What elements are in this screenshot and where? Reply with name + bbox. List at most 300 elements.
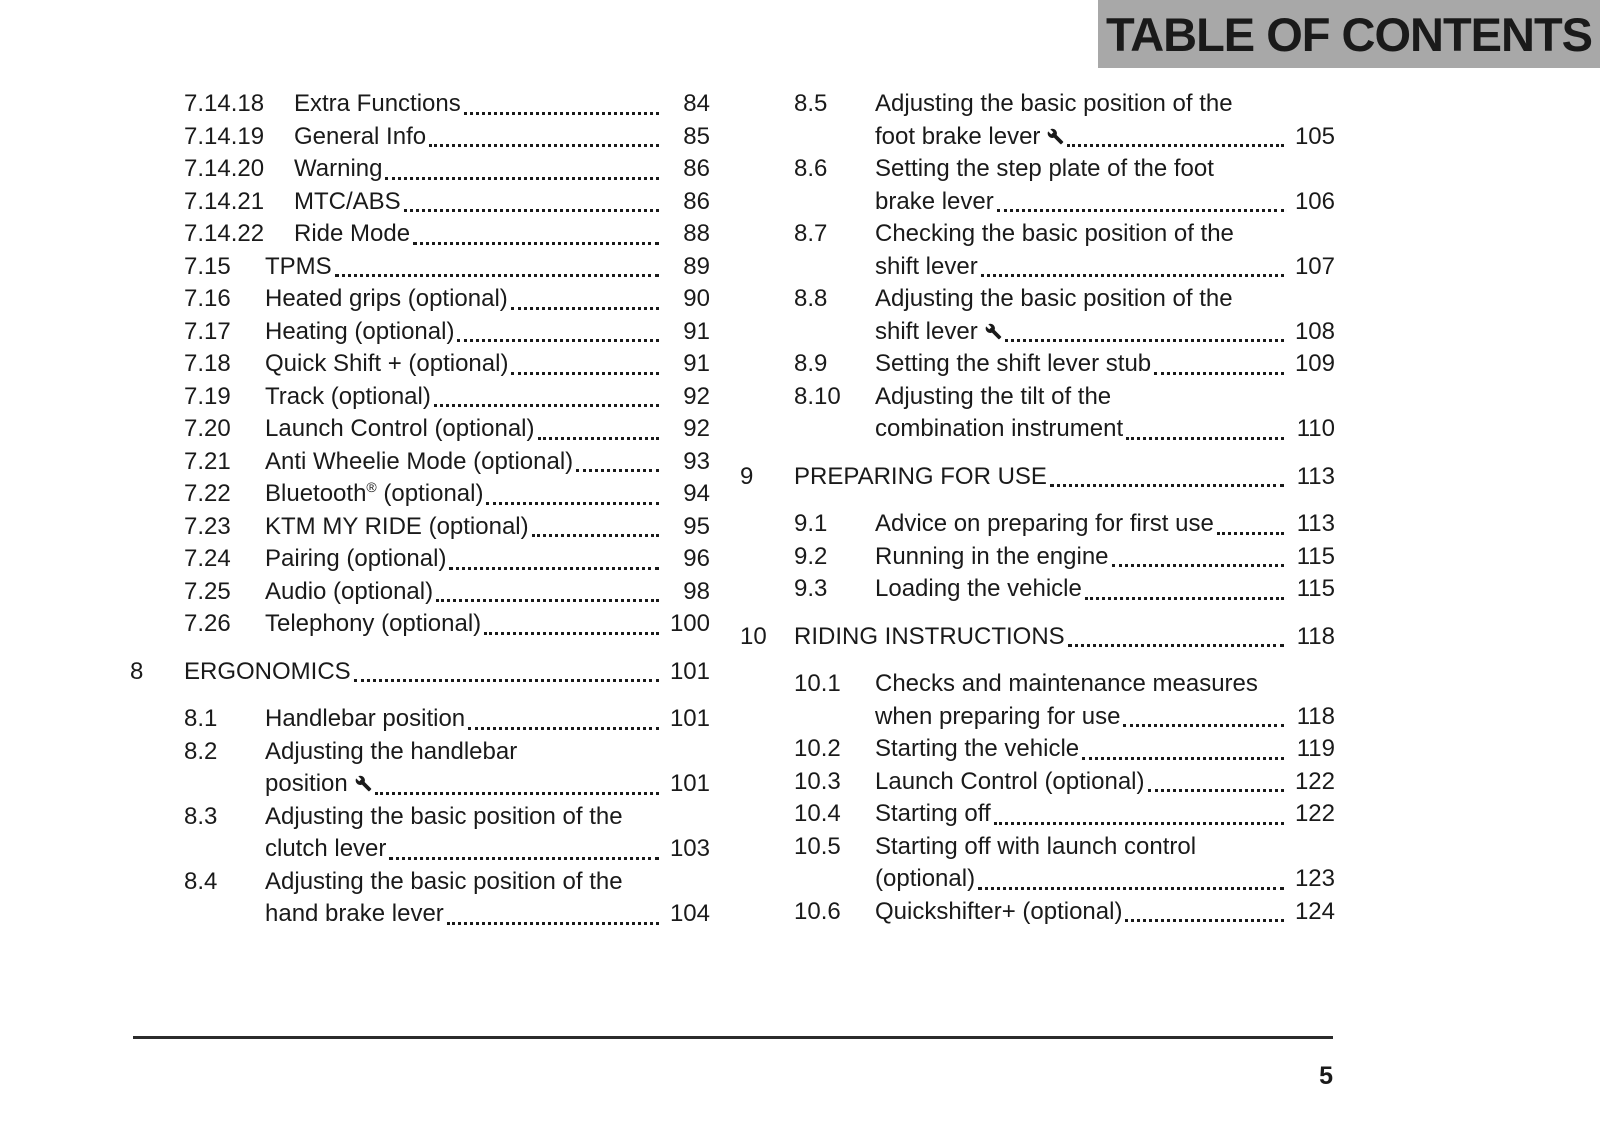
toc-entry bbox=[130, 576, 710, 609]
toc-entry-title: Running in the engine bbox=[875, 542, 1109, 570]
dot-leader bbox=[1085, 573, 1284, 600]
toc-entry-page: 98 bbox=[683, 577, 710, 605]
toc-entry-page: 91 bbox=[683, 350, 710, 377]
toc-entry-body bbox=[265, 348, 710, 381]
toc-entry-title: Adjusting the basic position of the bbox=[875, 285, 1233, 312]
dot-leader bbox=[385, 153, 659, 180]
toc-entry-line bbox=[875, 798, 1335, 831]
dot-leader bbox=[484, 608, 659, 635]
toc-entry bbox=[740, 88, 1335, 153]
toc-entry-title: Warning bbox=[294, 155, 383, 182]
toc-entry-number: 10.5 bbox=[794, 832, 841, 860]
toc-entry-title: Launch Control (optional) bbox=[875, 767, 1145, 795]
toc-entry-body bbox=[875, 573, 1335, 606]
dot-leader bbox=[1068, 621, 1284, 648]
toc-entry-title: when preparing for use bbox=[875, 702, 1121, 730]
toc-entry-title: KTM MY RIDE (optional) bbox=[265, 512, 529, 540]
toc-entry-body bbox=[875, 88, 1335, 153]
toc-entry-number: 10 bbox=[740, 622, 767, 650]
toc-entry-title: Extra Functions bbox=[294, 90, 461, 117]
toc-entry bbox=[130, 121, 710, 154]
toc-entry bbox=[130, 88, 710, 121]
toc-entry-number: 7.14.18 bbox=[184, 90, 265, 117]
dot-leader bbox=[486, 478, 659, 505]
toc-entry-number: 9.2 bbox=[794, 542, 828, 570]
toc-entry-title: Ride Mode bbox=[294, 220, 411, 247]
toc-entry-number: 10.6 bbox=[794, 897, 841, 925]
toc-entry-title: Adjusting the basic position of the bbox=[265, 802, 623, 830]
toc-entry bbox=[130, 153, 710, 186]
toc-entry-title: RIDING INSTRUCTIONS bbox=[794, 622, 1065, 650]
toc-column-left bbox=[130, 88, 710, 931]
toc-entry-title: shift lever bbox=[875, 316, 1002, 349]
toc-entry-line bbox=[265, 446, 710, 479]
wrench-icon bbox=[985, 323, 1002, 340]
toc-entry-title: Quickshifter+ (optional) bbox=[875, 897, 1123, 925]
toc-columns bbox=[130, 88, 1335, 931]
toc-entry-page: 95 bbox=[683, 512, 710, 540]
toc-entry bbox=[740, 541, 1335, 574]
toc-entry-page: 86 bbox=[683, 155, 710, 182]
toc-entry-number: 7.24 bbox=[184, 545, 231, 572]
toc-entry-line bbox=[794, 621, 1335, 654]
toc-entry-line bbox=[875, 766, 1335, 799]
toc-entry-line bbox=[875, 381, 1335, 414]
toc-entry bbox=[740, 573, 1335, 606]
toc-entry-page: 115 bbox=[1296, 575, 1335, 602]
dot-leader bbox=[1217, 508, 1284, 535]
dot-leader bbox=[511, 283, 659, 310]
toc-entry-line bbox=[294, 121, 710, 154]
dot-leader bbox=[511, 348, 659, 375]
toc-entry-title: Telephony (optional) bbox=[265, 610, 482, 637]
toc-entry-title: Audio (optional) bbox=[265, 577, 434, 605]
toc-entry-line bbox=[875, 863, 1335, 896]
toc-entry-page: 118 bbox=[1296, 702, 1335, 730]
toc-entry bbox=[130, 511, 710, 544]
toc-entry-number: 7.22 bbox=[184, 480, 231, 507]
toc-entry-line bbox=[875, 316, 1335, 349]
toc-entry-body bbox=[875, 283, 1335, 348]
toc-entry-number: 8.5 bbox=[794, 90, 828, 117]
dot-leader bbox=[994, 798, 1284, 825]
toc-entry-number: 10.4 bbox=[794, 800, 841, 827]
toc-entry-title: Track (optional) bbox=[265, 382, 431, 410]
toc-entry-title: Adjusting the handlebar bbox=[265, 737, 518, 765]
toc-entry-number: 8.6 bbox=[794, 155, 828, 182]
toc-entry bbox=[130, 186, 710, 219]
dot-leader bbox=[375, 768, 659, 795]
toc-entry bbox=[130, 736, 710, 801]
toc-entry-number: 7.17 bbox=[184, 317, 231, 345]
toc-entry-body bbox=[265, 801, 710, 866]
dot-leader bbox=[1067, 121, 1284, 148]
toc-entry bbox=[740, 283, 1335, 348]
toc-entry-page: 106 bbox=[1294, 187, 1335, 215]
dot-leader bbox=[978, 863, 1284, 890]
toc-entry-page: 85 bbox=[683, 122, 710, 150]
toc-entry-title: Setting the shift lever stub bbox=[875, 350, 1152, 377]
toc-entry-page: 118 bbox=[1296, 622, 1335, 650]
toc-entry-body bbox=[875, 896, 1335, 929]
toc-entry-page: 119 bbox=[1296, 735, 1335, 762]
toc-entry bbox=[740, 153, 1335, 218]
toc-entry-body bbox=[265, 608, 710, 641]
toc-entry-title: Loading the vehicle bbox=[875, 575, 1082, 602]
toc-entry-title: (optional) bbox=[875, 865, 976, 892]
toc-entry-page: 101 bbox=[669, 705, 710, 732]
toc-entry-body bbox=[265, 576, 710, 609]
toc-entry-page: 115 bbox=[1296, 542, 1335, 570]
toc-entry-page: 103 bbox=[669, 835, 710, 862]
toc-entry-page: 96 bbox=[683, 545, 710, 572]
dot-leader bbox=[354, 656, 659, 683]
toc-entry-number: 7.14.20 bbox=[184, 155, 265, 182]
dot-leader bbox=[434, 381, 659, 408]
dot-leader bbox=[413, 218, 659, 245]
toc-entry-page: 101 bbox=[669, 657, 710, 685]
toc-entry-number: 7.19 bbox=[184, 382, 231, 410]
toc-entry-title: Launch Control (optional) bbox=[265, 415, 535, 442]
toc-entry bbox=[740, 831, 1335, 896]
toc-entry-title: Heating (optional) bbox=[265, 317, 455, 345]
toc-entry bbox=[740, 348, 1335, 381]
toc-entry-line bbox=[265, 316, 710, 349]
toc-entry bbox=[740, 461, 1335, 494]
toc-entry bbox=[130, 251, 710, 284]
toc-entry-line bbox=[265, 736, 710, 769]
toc-entry-body bbox=[265, 413, 710, 446]
toc-entry-number: 8 bbox=[130, 657, 144, 685]
toc-entry bbox=[130, 446, 710, 479]
toc-entry-body bbox=[875, 153, 1335, 218]
toc-entry-title: Pairing (optional) bbox=[265, 545, 447, 572]
toc-entry-line bbox=[294, 218, 710, 251]
toc-entry-body bbox=[265, 316, 710, 349]
toc-entry-body bbox=[265, 543, 710, 576]
toc-entry-body bbox=[265, 283, 710, 316]
dot-leader bbox=[997, 186, 1284, 213]
toc-entry-title: Quick Shift + (optional) bbox=[265, 350, 509, 377]
toc-entry-line bbox=[294, 153, 710, 186]
toc-entry bbox=[740, 798, 1335, 831]
toc-entry bbox=[130, 608, 710, 641]
toc-entry-line bbox=[875, 348, 1335, 381]
toc-entry-line bbox=[265, 898, 710, 931]
toc-entry-page: 93 bbox=[683, 447, 710, 475]
toc-entry-body bbox=[294, 88, 710, 121]
toc-entry-line bbox=[265, 768, 710, 801]
toc-entry-title: brake lever bbox=[875, 187, 994, 215]
dot-leader bbox=[1050, 461, 1284, 488]
toc-entry-line bbox=[265, 866, 710, 899]
toc-entry-page: 101 bbox=[669, 770, 710, 797]
toc-entry-page: 94 bbox=[683, 480, 710, 507]
toc-entry-body bbox=[265, 446, 710, 479]
wrench-icon bbox=[355, 775, 372, 792]
dot-leader bbox=[457, 316, 659, 343]
toc-entry-body bbox=[294, 153, 710, 186]
toc-entry-title: combination instrument bbox=[875, 415, 1124, 442]
dot-leader bbox=[981, 251, 1284, 278]
toc-entry-body bbox=[875, 541, 1335, 574]
toc-entry-page: 92 bbox=[683, 415, 710, 442]
dot-leader bbox=[468, 703, 659, 730]
dot-leader bbox=[404, 186, 659, 213]
toc-entry-line bbox=[265, 576, 710, 609]
dot-leader bbox=[436, 576, 659, 603]
toc-entry bbox=[740, 381, 1335, 446]
footer-rule bbox=[133, 1036, 1333, 1039]
dot-leader bbox=[1126, 413, 1284, 440]
dot-leader bbox=[1123, 701, 1284, 728]
toc-entry-body bbox=[184, 656, 710, 689]
dot-leader bbox=[389, 833, 659, 860]
toc-entry-page: 113 bbox=[1296, 510, 1335, 537]
toc-entry-line bbox=[875, 541, 1335, 574]
toc-entry bbox=[130, 381, 710, 414]
toc-entry bbox=[740, 668, 1335, 733]
toc-entry-title: General Info bbox=[294, 122, 427, 150]
toc-entry-number: 8.10 bbox=[794, 382, 841, 410]
toc-entry-line bbox=[875, 251, 1335, 284]
toc-entry-number: 8.3 bbox=[184, 802, 218, 830]
toc-entry-body bbox=[265, 511, 710, 544]
toc-entry-line bbox=[265, 251, 710, 284]
toc-entry bbox=[130, 866, 710, 931]
toc-entry-title: ERGONOMICS bbox=[184, 657, 351, 685]
toc-entry-body bbox=[875, 218, 1335, 283]
toc-entry bbox=[740, 766, 1335, 799]
toc-entry-number: 8.4 bbox=[184, 867, 218, 895]
toc-entry-body bbox=[294, 218, 710, 251]
toc-entry-page: 108 bbox=[1294, 317, 1335, 345]
toc-entry-title: hand brake lever bbox=[265, 900, 444, 927]
toc-entry-line bbox=[265, 348, 710, 381]
toc-entry-body bbox=[875, 508, 1335, 541]
toc-entry-page: 92 bbox=[683, 382, 710, 410]
toc-entry-title: foot brake lever bbox=[875, 121, 1064, 154]
dot-leader bbox=[447, 898, 659, 925]
toc-entry-number: 7.25 bbox=[184, 577, 231, 605]
page-number: 5 bbox=[1319, 1062, 1333, 1090]
toc-entry-line bbox=[294, 186, 710, 219]
toc-entry-line bbox=[875, 186, 1335, 219]
toc-entry-line bbox=[265, 703, 710, 736]
toc-entry-number: 7.23 bbox=[184, 512, 231, 540]
toc-entry-body bbox=[875, 733, 1335, 766]
toc-entry-number: 10.1 bbox=[794, 670, 841, 697]
toc-entry-number: 7.14.22 bbox=[184, 220, 265, 247]
toc-entry-line bbox=[265, 833, 710, 866]
toc-entry-page: 105 bbox=[1294, 122, 1335, 150]
toc-entry-body bbox=[265, 381, 710, 414]
toc-entry-body bbox=[875, 831, 1335, 896]
toc-entry-page: 91 bbox=[683, 317, 710, 345]
toc-entry-number: 7.26 bbox=[184, 610, 231, 637]
toc-entry bbox=[130, 218, 710, 251]
toc-entry-line bbox=[265, 478, 710, 511]
toc-entry bbox=[130, 283, 710, 316]
toc-entry-line bbox=[265, 511, 710, 544]
toc-entry-page: 113 bbox=[1296, 462, 1335, 490]
toc-entry-body bbox=[875, 766, 1335, 799]
toc-entry-number: 7.15 bbox=[184, 252, 231, 280]
toc-entry-number: 10.2 bbox=[794, 735, 841, 762]
toc-entry-number: 7.14.19 bbox=[184, 122, 265, 150]
toc-entry-line bbox=[265, 801, 710, 834]
toc-entry-title: Advice on preparing for first use bbox=[875, 510, 1214, 537]
toc-entry-title: Setting the step plate of the foot bbox=[875, 155, 1214, 182]
wrench-icon bbox=[1047, 128, 1064, 145]
toc-entry-title: Starting the vehicle bbox=[875, 735, 1080, 762]
dot-leader bbox=[576, 446, 659, 473]
toc-entry-number: 7.18 bbox=[184, 350, 231, 377]
toc-entry-line bbox=[875, 413, 1335, 446]
toc-entry-page: 89 bbox=[683, 252, 710, 280]
toc-entry-number: 8.2 bbox=[184, 737, 218, 765]
toc-entry-line bbox=[875, 668, 1335, 701]
dot-leader bbox=[335, 251, 659, 278]
dot-leader bbox=[1005, 316, 1284, 343]
toc-entry-title: PREPARING FOR USE bbox=[794, 462, 1047, 490]
toc-entry-number: 9.1 bbox=[794, 510, 828, 537]
dot-leader bbox=[532, 511, 659, 538]
toc-entry-body bbox=[875, 668, 1335, 733]
toc-entry bbox=[130, 316, 710, 349]
toc-entry-number: 7.20 bbox=[184, 415, 231, 442]
toc-entry-body bbox=[294, 121, 710, 154]
toc-entry-line bbox=[875, 831, 1335, 864]
dot-leader bbox=[429, 121, 659, 148]
toc-entry bbox=[130, 348, 710, 381]
toc-entry-page: 110 bbox=[1296, 415, 1335, 442]
toc-entry-line bbox=[875, 121, 1335, 154]
toc-entry bbox=[740, 218, 1335, 283]
toc-entry-title: Checking the basic position of the bbox=[875, 220, 1234, 247]
toc-entry-title: Bluetooth® (optional) bbox=[265, 479, 484, 507]
toc-entry-page: 109 bbox=[1294, 350, 1335, 377]
toc-entry-page: 100 bbox=[669, 610, 710, 637]
toc-entry-line bbox=[265, 381, 710, 414]
dot-leader bbox=[464, 88, 659, 115]
toc-entry-number: 8.7 bbox=[794, 220, 828, 247]
toc-entry bbox=[130, 801, 710, 866]
toc-entry-title: Starting off bbox=[875, 800, 991, 827]
toc-entry-title: Handlebar position bbox=[265, 705, 466, 732]
toc-entry-body bbox=[875, 381, 1335, 446]
toc-entry bbox=[740, 896, 1335, 929]
dot-leader bbox=[538, 413, 660, 440]
toc-entry-body bbox=[875, 798, 1335, 831]
toc-entry-line bbox=[875, 701, 1335, 734]
toc-entry-title: Anti Wheelie Mode (optional) bbox=[265, 447, 574, 475]
toc-entry-body bbox=[265, 736, 710, 801]
toc-entry-body bbox=[794, 461, 1335, 494]
toc-entry-body bbox=[265, 866, 710, 931]
toc-entry-page: 90 bbox=[683, 285, 710, 312]
dot-leader bbox=[1125, 896, 1284, 923]
toc-entry-line bbox=[875, 508, 1335, 541]
toc-entry-line bbox=[875, 88, 1335, 121]
toc-entry-number: 9.3 bbox=[794, 575, 828, 602]
dot-leader bbox=[1112, 541, 1284, 568]
toc-entry-line bbox=[265, 608, 710, 641]
toc-entry-title: Starting off with launch control bbox=[875, 832, 1197, 860]
toc-entry-number: 10.3 bbox=[794, 767, 841, 795]
dot-leader bbox=[1082, 733, 1284, 760]
toc-entry-page: 104 bbox=[669, 900, 710, 927]
toc-entry-title: Adjusting the basic position of the bbox=[875, 90, 1233, 117]
toc-entry bbox=[130, 703, 710, 736]
toc-entry-line bbox=[875, 733, 1335, 766]
toc-column-right bbox=[740, 88, 1335, 931]
toc-entry-line bbox=[265, 413, 710, 446]
toc-entry-line bbox=[875, 896, 1335, 929]
toc-entry-page: 122 bbox=[1294, 767, 1335, 795]
toc-entry bbox=[130, 656, 710, 689]
registered-trademark-symbol: ® bbox=[366, 479, 377, 495]
toc-entry-title: Heated grips (optional) bbox=[265, 285, 508, 312]
toc-entry-line bbox=[184, 656, 710, 689]
toc-entry-line bbox=[794, 461, 1335, 494]
toc-entry-number: 8.1 bbox=[184, 705, 218, 732]
toc-entry-title: position bbox=[265, 768, 372, 801]
toc-entry-page: 86 bbox=[683, 187, 710, 215]
dot-leader bbox=[449, 543, 659, 570]
toc-entry-number: 7.21 bbox=[184, 447, 231, 475]
toc-entry-body bbox=[875, 348, 1335, 381]
toc-entry-page: 84 bbox=[683, 90, 710, 117]
toc-entry-title: clutch lever bbox=[265, 835, 387, 862]
toc-entry-body bbox=[265, 703, 710, 736]
toc-entry bbox=[740, 733, 1335, 766]
toc-entry-line bbox=[875, 153, 1335, 186]
dot-leader bbox=[1148, 766, 1285, 793]
toc-entry-page: 122 bbox=[1294, 800, 1335, 827]
toc-entry-page: 88 bbox=[683, 220, 710, 247]
toc-entry-number: 8.8 bbox=[794, 285, 828, 312]
toc-entry-line bbox=[294, 88, 710, 121]
toc-entry-body bbox=[294, 186, 710, 219]
toc-entry-line bbox=[875, 283, 1335, 316]
toc-entry-line bbox=[875, 218, 1335, 251]
toc-entry-body bbox=[265, 251, 710, 284]
page-header-banner bbox=[1098, 0, 1600, 68]
toc-entry-number: 8.9 bbox=[794, 350, 828, 377]
toc-entry-number: 9 bbox=[740, 462, 754, 490]
toc-entry-title: Adjusting the tilt of the bbox=[875, 382, 1112, 410]
toc-entry-line bbox=[265, 543, 710, 576]
dot-leader bbox=[1154, 348, 1284, 375]
toc-entry-number: 7.14.21 bbox=[184, 187, 265, 215]
toc-entry-page: 107 bbox=[1294, 252, 1335, 280]
toc-entry-page: 124 bbox=[1294, 897, 1335, 925]
toc-entry bbox=[130, 478, 710, 511]
toc-entry bbox=[130, 413, 710, 446]
page-title: TABLE OF CONTENTS bbox=[1105, 7, 1593, 61]
toc-entry-title: shift lever bbox=[875, 252, 978, 280]
toc-entry-title: TPMS bbox=[265, 252, 332, 280]
toc-entry-title: Checks and maintenance measures bbox=[875, 670, 1258, 697]
toc-entry bbox=[130, 543, 710, 576]
toc-entry-title: MTC/ABS bbox=[294, 187, 401, 215]
toc-entry-body bbox=[265, 478, 710, 511]
toc-entry-line bbox=[875, 573, 1335, 606]
toc-entry bbox=[740, 508, 1335, 541]
toc-entry-line bbox=[265, 283, 710, 316]
toc-entry-title: Adjusting the basic position of the bbox=[265, 867, 623, 895]
